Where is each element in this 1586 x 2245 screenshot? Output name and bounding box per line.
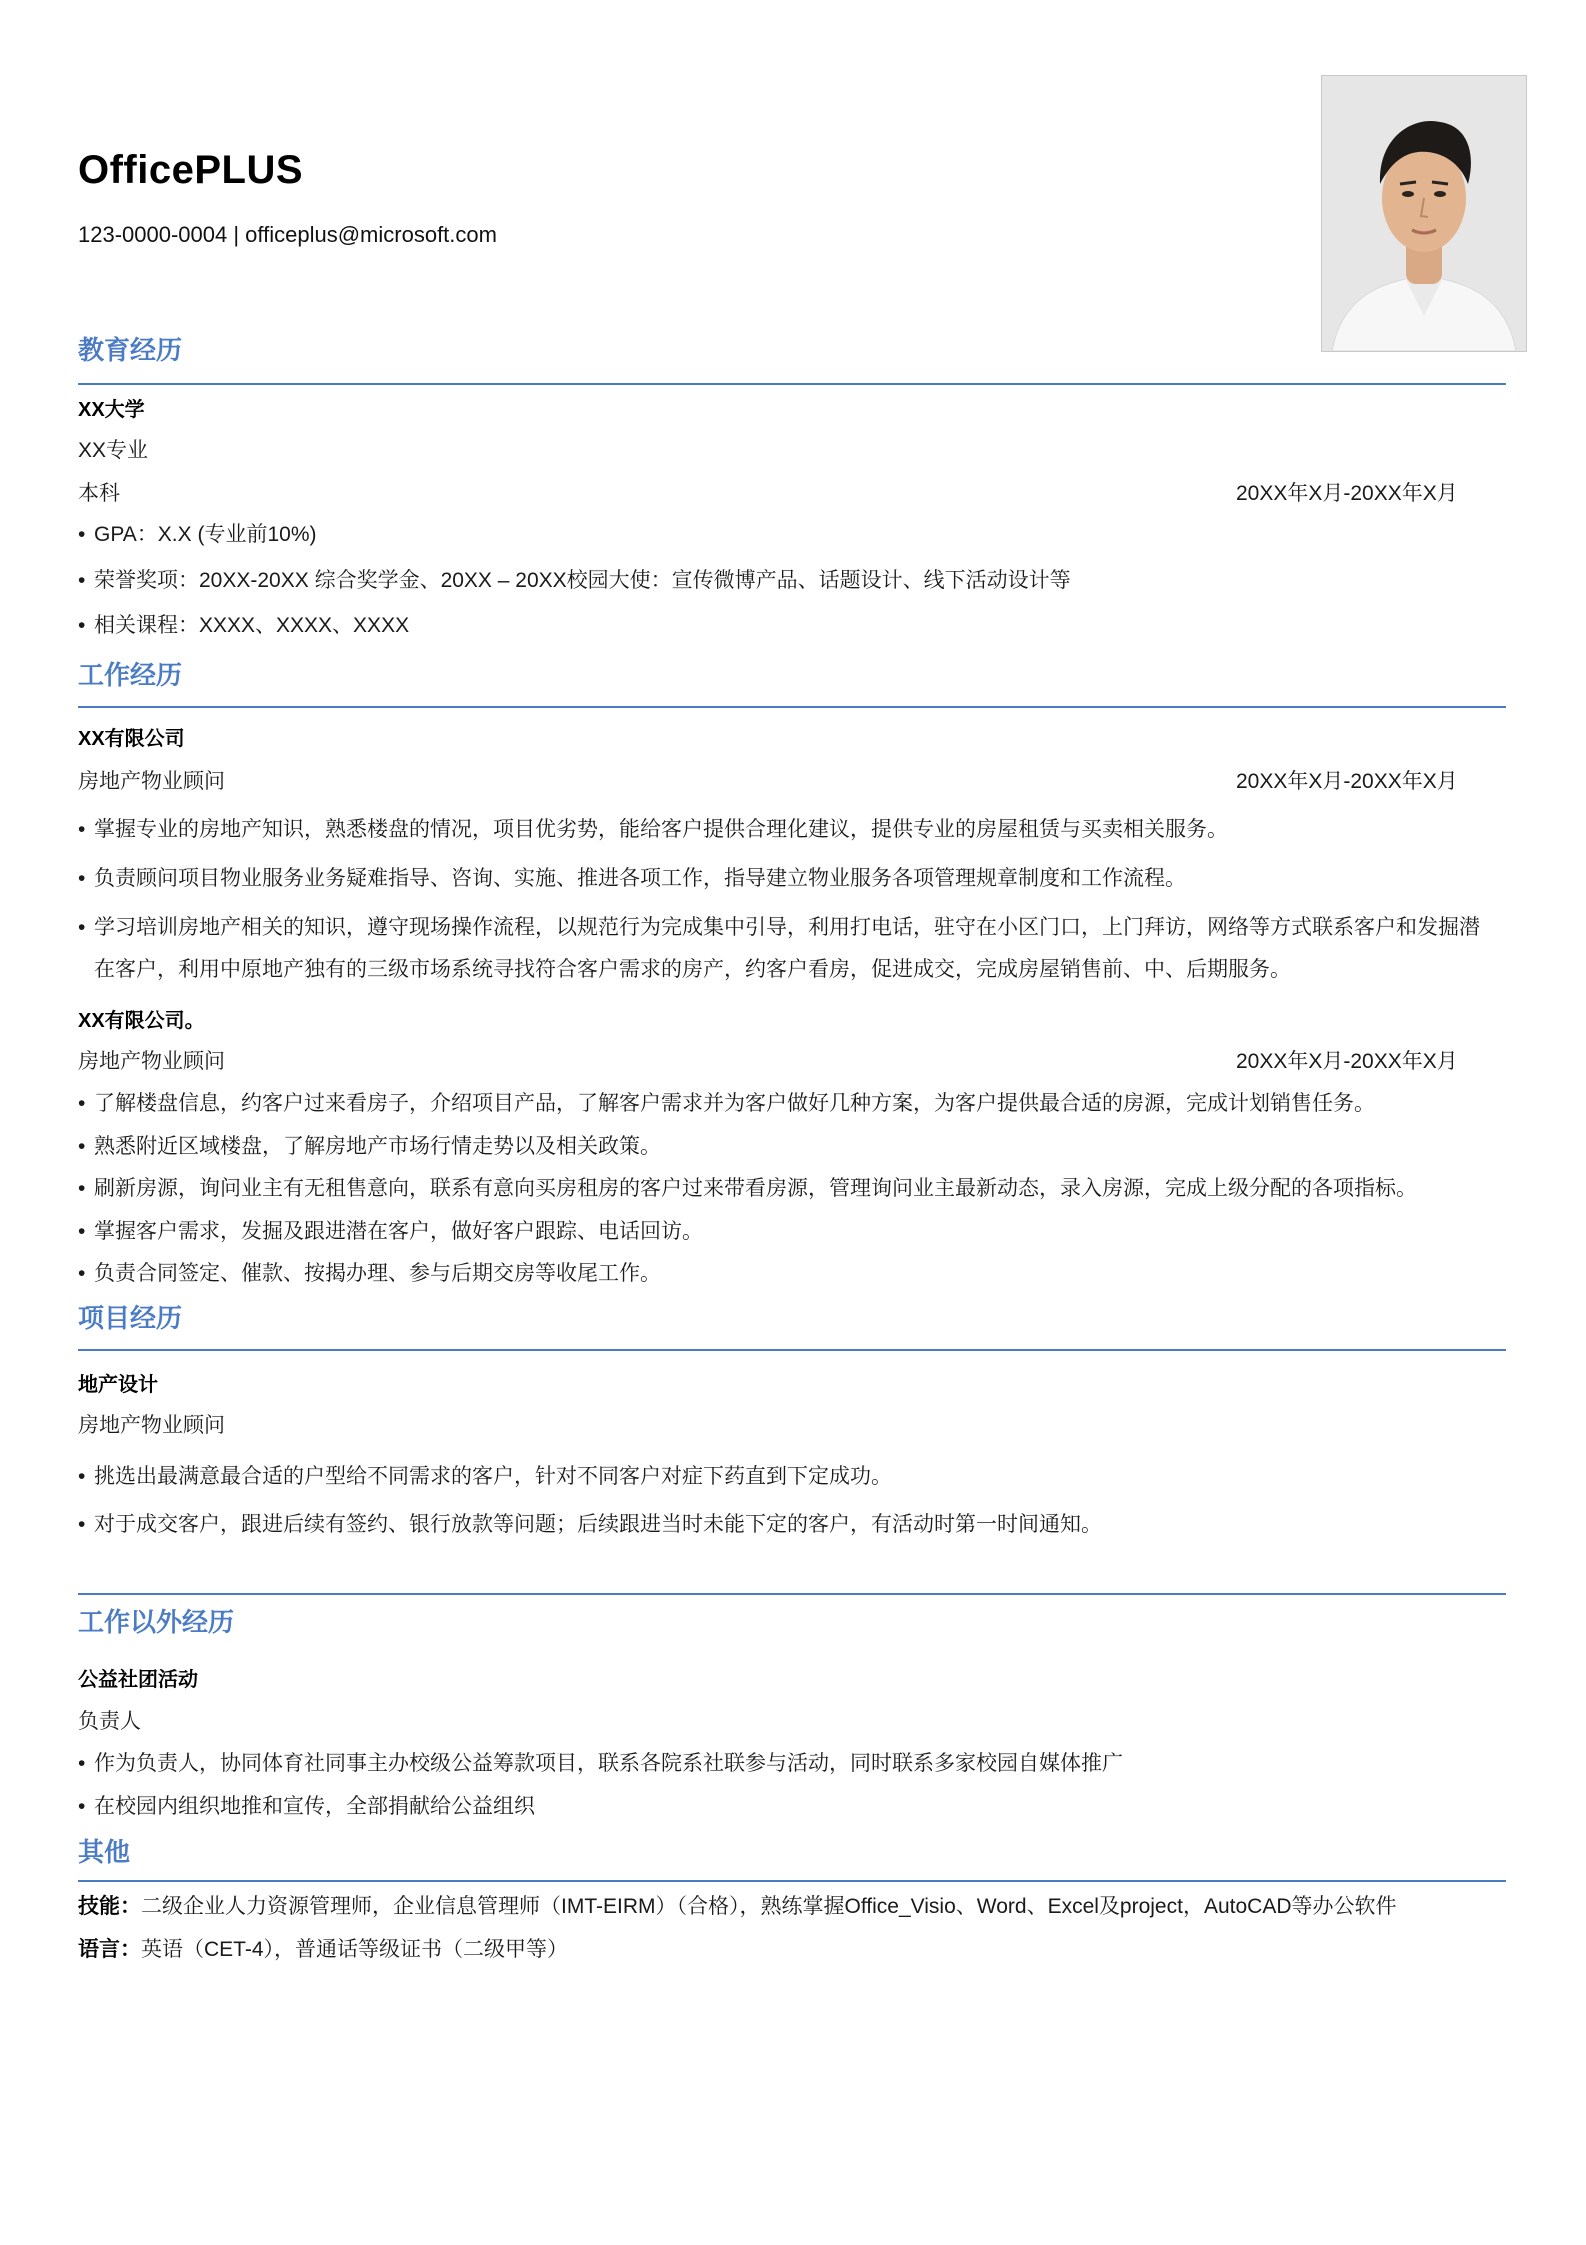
list-item: • 了解楼盘信息，约客户过来看房子，介绍项目产品，了解客户需求并为客户做好几种方案，为客户提供最合适的房源，完成计划销售任务。 xyxy=(78,1092,1375,1115)
job-date: 20XX年X月-20XX年X月 xyxy=(1236,1050,1458,1073)
list-item: • 学习培训房地产相关的知识，遵守现场操作流程，以规范行为完成集中引导，利用打电话，驻守在小区门口，上门拜访，网络等方式联系客户和发掘潜 xyxy=(78,916,1480,939)
skills-label: 技能： xyxy=(78,1895,141,1918)
skills-value: 二级企业人力资源管理师，企业信息管理师（IMT-EIRM）（合格），熟练掌握Office_Visio、Word、Excel及project，AutoCAD等办公软件 xyxy=(141,1895,1397,1918)
list-item: • 在校园内组织地推和宣传，全部捐献给公益组织 xyxy=(78,1795,535,1818)
list-item: • 负责合同签定、催款、按揭办理、参与后期交房等收尾工作。 xyxy=(78,1262,661,1285)
list-item: • 掌握客户需求，发掘及跟进潜在客户，做好客户跟踪、电话回访。 xyxy=(78,1220,703,1243)
project-role: 房地产物业顾问 xyxy=(78,1414,225,1437)
list-item-continuation: 在客户，利用中原地产独有的三级市场系统寻找符合客户需求的房产，约客户看房，促进成交，完成房屋销售前、中、后期服务。 xyxy=(94,958,1291,981)
profile-photo xyxy=(1321,75,1527,352)
section-title-other: 其他 xyxy=(78,1837,131,1867)
list-item: • 相关课程：XXXX、XXXX、XXXX xyxy=(78,614,410,637)
major: XX专业 xyxy=(78,439,149,462)
section-divider xyxy=(78,383,1506,385)
contact-info: 123-0000-0004 | officeplus@microsoft.com xyxy=(78,222,497,247)
section-title-education: 教育经历 xyxy=(78,335,183,365)
candidate-name: OfficePLUS xyxy=(78,148,304,192)
job-date: 20XX年X月-20XX年X月 xyxy=(1236,770,1458,793)
section-title-work: 工作经历 xyxy=(78,660,183,690)
project-name: 地产设计 xyxy=(78,1374,158,1396)
list-item: • 挑选出最满意最合适的户型给不同需求的客户，针对不同客户对症下药直到下定成功。 xyxy=(78,1465,892,1488)
list-item: • 熟悉附近区域楼盘，了解房地产市场行情走势以及相关政策。 xyxy=(78,1135,661,1158)
language-label: 语言： xyxy=(78,1938,141,1961)
list-item: • 掌握专业的房地产知识，熟悉楼盘的情况，项目优劣势，能给客户提供合理化建议，提供专业的房屋租赁与买卖相关服务。 xyxy=(78,818,1228,841)
list-item: • 负责顾问项目物业服务业务疑难指导、咨询、实施、推进各项工作，指导建立物业服务各项管理规章制度和工作流程。 xyxy=(78,867,1186,890)
list-item: • 荣誉奖项：20XX-20XX 综合奖学金、20XX – 20XX校园大使：宣传微博产品、话题设计、线下活动设计等 xyxy=(78,569,1071,592)
degree: 本科 xyxy=(78,482,120,505)
section-title-extra: 工作以外经历 xyxy=(78,1607,235,1637)
language-line xyxy=(78,1933,568,1963)
section-divider xyxy=(78,1349,1506,1351)
section-divider xyxy=(78,706,1506,708)
activity-role: 负责人 xyxy=(78,1710,141,1733)
list-item: • GPA：X.X (专业前10%) xyxy=(78,523,317,546)
skills-line xyxy=(78,1890,1397,1920)
section-divider xyxy=(78,1880,1506,1882)
list-item: • 对于成交客户，跟进后续有签约、银行放款等问题；后续跟进当时未能下定的客户，有活动时第一时间通知。 xyxy=(78,1513,1102,1536)
school-name: XX大学 xyxy=(78,399,145,421)
job-role: 房地产物业顾问 xyxy=(78,770,225,793)
company-name: XX有限公司。 xyxy=(78,1010,205,1032)
job-role: 房地产物业顾问 xyxy=(78,1050,225,1073)
section-title-project: 项目经历 xyxy=(78,1303,183,1333)
list-item: • 作为负责人，协同体育社同事主办校级公益筹款项目，联系各院系社联参与活动，同时联系多家校园自媒体推广 xyxy=(78,1752,1123,1775)
section-divider xyxy=(78,1593,1506,1595)
activity-name: 公益社团活动 xyxy=(78,1669,198,1691)
language-value: 英语（CET-4），普通话等级证书（二级甲等） xyxy=(141,1938,569,1961)
education-date: 20XX年X月-20XX年X月 xyxy=(1236,482,1458,505)
list-item: • 刷新房源，询问业主有无租售意向，联系有意向买房租房的客户过来带看房源，管理询问业主最新动态，录入房源，完成上级分配的各项指标。 xyxy=(78,1177,1417,1200)
company-name: XX有限公司 xyxy=(78,728,185,750)
